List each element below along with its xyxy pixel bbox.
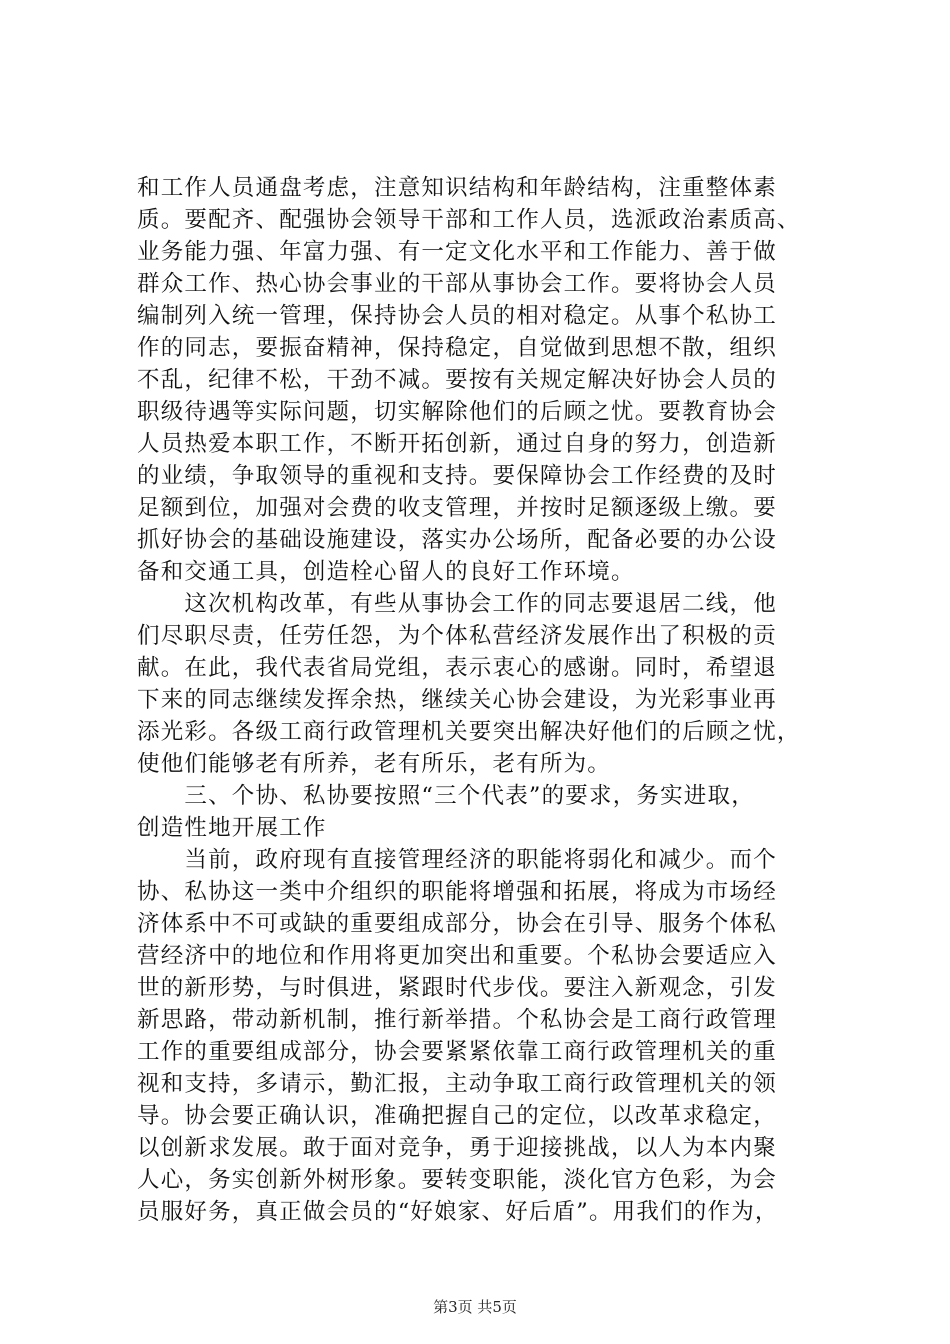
- text-line: 员服好务，真正做会员的“好娘家、好后盾”。用我们的作为，: [137, 1199, 779, 1225]
- text-line: 营经济中的地位和作用将更加突出和重要。个私协会要适应入: [137, 943, 777, 969]
- text-line: 协、私协这一类中介组织的职能将增强和拓展，将成为市场经: [137, 879, 777, 905]
- document-body: [137, 172, 837, 1228]
- text-line: 业务能力强、年富力强、有一定文化水平和工作能力、善于做: [137, 239, 777, 265]
- text-line: 质。要配齐、配强协会领导干部和工作人员，选派政治素质高、: [137, 207, 801, 233]
- text-line: 这次机构改革，有些从事协会工作的同志要退居二线，他: [137, 591, 777, 617]
- text-line: 群众工作、热心协会事业的干部从事协会工作。要将协会人员: [137, 271, 777, 297]
- text-line: 新思路，带动新机制，推行新举措。个私协会是工商行政管理: [137, 1007, 777, 1033]
- text-line: 添光彩。各级工商行政管理机关要突出解决好他们的后顾之忧，: [137, 719, 801, 745]
- text-line: 视和支持，多请示，勤汇报，主动争取工商行政管理机关的领: [137, 1071, 777, 1097]
- text-line: 下来的同志继续发挥余热，继续关心协会建设，为光彩事业再: [137, 687, 777, 713]
- section-heading-line: 三、个协、私协要按照“三个代表”的要求，务实进取，: [137, 783, 755, 809]
- text-line: 人心，务实创新外树形象。要转变职能，淡化官方色彩，为会: [137, 1167, 777, 1193]
- text-line: 世的新形势，与时俱进，紧跟时代步伐。要注入新观念，引发: [137, 975, 777, 1001]
- text-line: 的业绩，争取领导的重视和支持。要保障协会工作经费的及时: [137, 463, 777, 489]
- text-line: 作的同志，要振奋精神，保持稳定，自觉做到思想不散，组织: [137, 335, 777, 361]
- text-line: 不乱，纪律不松，干劲不减。要按有关规定解决好协会人员的: [137, 367, 777, 393]
- text-line: 和工作人员通盘考虑，注意知识结构和年龄结构，注重整体素: [137, 175, 777, 201]
- section-heading-line: 创造性地开展工作: [137, 815, 327, 841]
- text-line: 抓好协会的基础设施建设，落实办公场所，配备必要的办公设: [137, 527, 777, 553]
- text-line: 工作的重要组成部分，协会要紧紧依靠工商行政管理机关的重: [137, 1039, 777, 1065]
- text-line: 使他们能够老有所养，老有所乐，老有所为。: [137, 751, 612, 777]
- page-number-footer: 第3页 共5页: [433, 1298, 517, 1316]
- text-line: 们尽职尽责，任劳任怨，为个体私营经济发展作出了积极的贡: [137, 623, 777, 649]
- text-line: 以创新求发展。敢于面对竞争，勇于迎接挑战，以人为本内聚: [137, 1135, 777, 1161]
- text-line: 济体系中不可或缺的重要组成部分，协会在引导、服务个体私: [137, 911, 777, 937]
- text-line: 备和交通工具，创造栓心留人的良好工作环境。: [137, 559, 635, 585]
- text-line: 人员热爱本职工作，不断开拓创新，通过自身的努力，创造新: [137, 431, 777, 457]
- text-line: 导。协会要正确认识，准确把握自己的定位，以改革求稳定，: [137, 1103, 777, 1129]
- text-line: 编制列入统一管理，保持协会人员的相对稳定。从事个私协工: [137, 303, 777, 329]
- text-line: 足额到位，加强对会费的收支管理，并按时足额逐级上缴。要: [137, 495, 777, 521]
- text-line: 职级待遇等实际问题，切实解除他们的后顾之忧。要教育协会: [137, 399, 777, 425]
- text-line: 当前，政府现有直接管理经济的职能将弱化和减少。而个: [137, 847, 777, 873]
- text-line: 献。在此，我代表省局党组，表示衷心的感谢。同时，希望退: [137, 655, 777, 681]
